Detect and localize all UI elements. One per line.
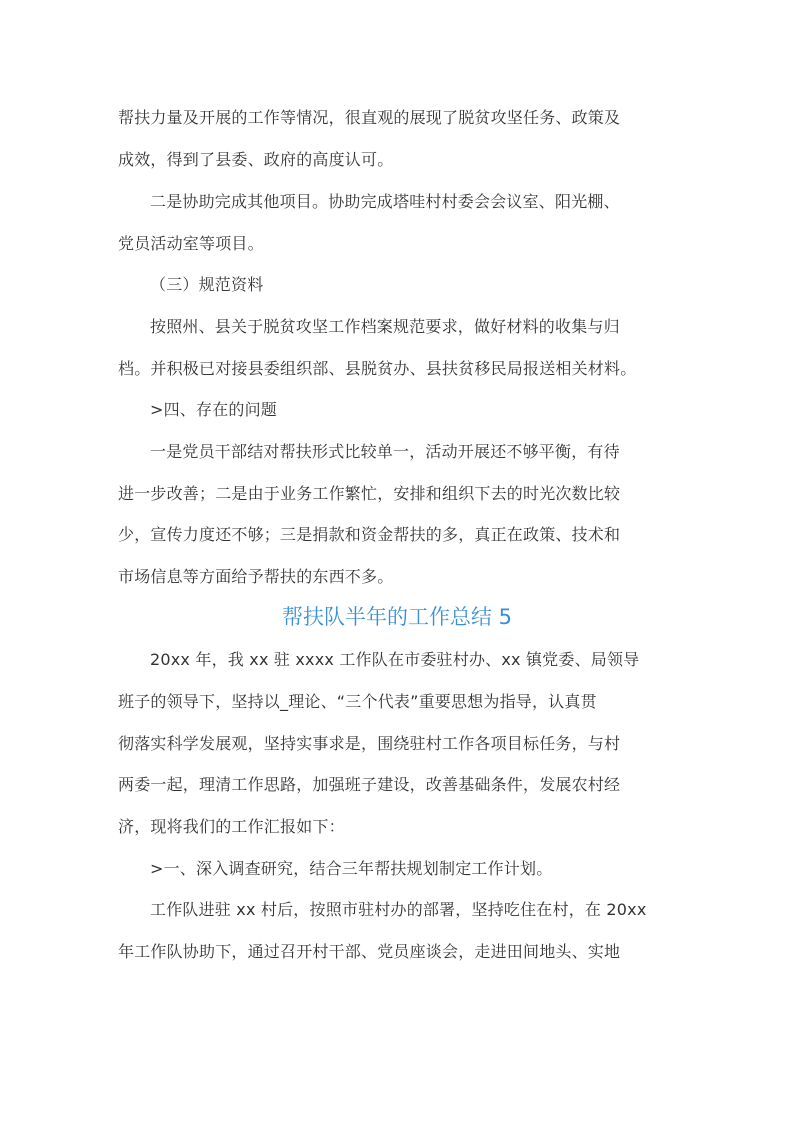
paragraph-line: 进一步改善；二是由于业务工作繁忙，安排和组织下去的时光次数比较: [118, 484, 621, 503]
paragraph-line: 档。并积极已对接县委组织部、县脱贫办、县扶贫移民局报送相关材料。: [118, 359, 637, 378]
paragraph-line: 班子的领导下，坚持以_理论、“三个代表”重要思想为指导，认真贯: [118, 692, 597, 711]
paragraph-line: 20xx 年，我 xx 驻 xxxx 工作队在市委驻村办、xx 镇党委、局领导: [150, 650, 640, 669]
paragraph-line: 二是协助完成其他项目。协助完成塔哇村村委会会议室、阳光棚、: [150, 192, 620, 211]
paragraph-line: 彻落实科学发展观，坚持实事求是，围绕驻村工作各项目标任务，与村: [118, 734, 621, 753]
section-title: 帮扶队半年的工作总结 5: [281, 605, 513, 629]
sub-heading: >一、深入调查研究，结合三年帮扶规划制定工作计划。: [150, 859, 553, 878]
paragraph-line: 市场信息等方面给予帮扶的东西不多。: [118, 567, 394, 586]
sub-heading: >四、存在的问题: [150, 400, 278, 419]
paragraph-line: 帮扶力量及开展的工作等情况，很直观的展现了脱贫攻坚任务、政策及: [118, 108, 621, 127]
paragraph-line: 工作队进驻 xx 村后，按照市驻村办的部署，坚持吃住在村，在 20xx: [150, 900, 647, 919]
paragraph-line: 少，宣传力度还不够；三是捐款和资金帮扶的多，真正在政策、技术和: [118, 525, 621, 544]
paragraph-line: 按照州、县关于脱贫攻坚工作档案规范要求，做好材料的收集与归: [150, 317, 620, 336]
paragraph-line: 两委一起，理清工作思路，加强班子建设，改善基础条件，发展农村经: [118, 775, 621, 794]
paragraph-line: 济，现将我们的工作汇报如下：: [118, 817, 345, 836]
paragraph-line: 年工作队协助下，通过召开村干部、党员座谈会，走进田间地头、实地: [118, 942, 621, 961]
paragraph-line: 成效，得到了县委、政府的高度认可。: [118, 150, 394, 169]
paragraph-line: 党员活动室等项目。: [118, 234, 264, 253]
paragraph-line: 一是党员干部结对帮扶形式比较单一，活动开展还不够平衡，有待: [150, 442, 620, 461]
sub-heading: （三）规范资料: [150, 275, 264, 294]
